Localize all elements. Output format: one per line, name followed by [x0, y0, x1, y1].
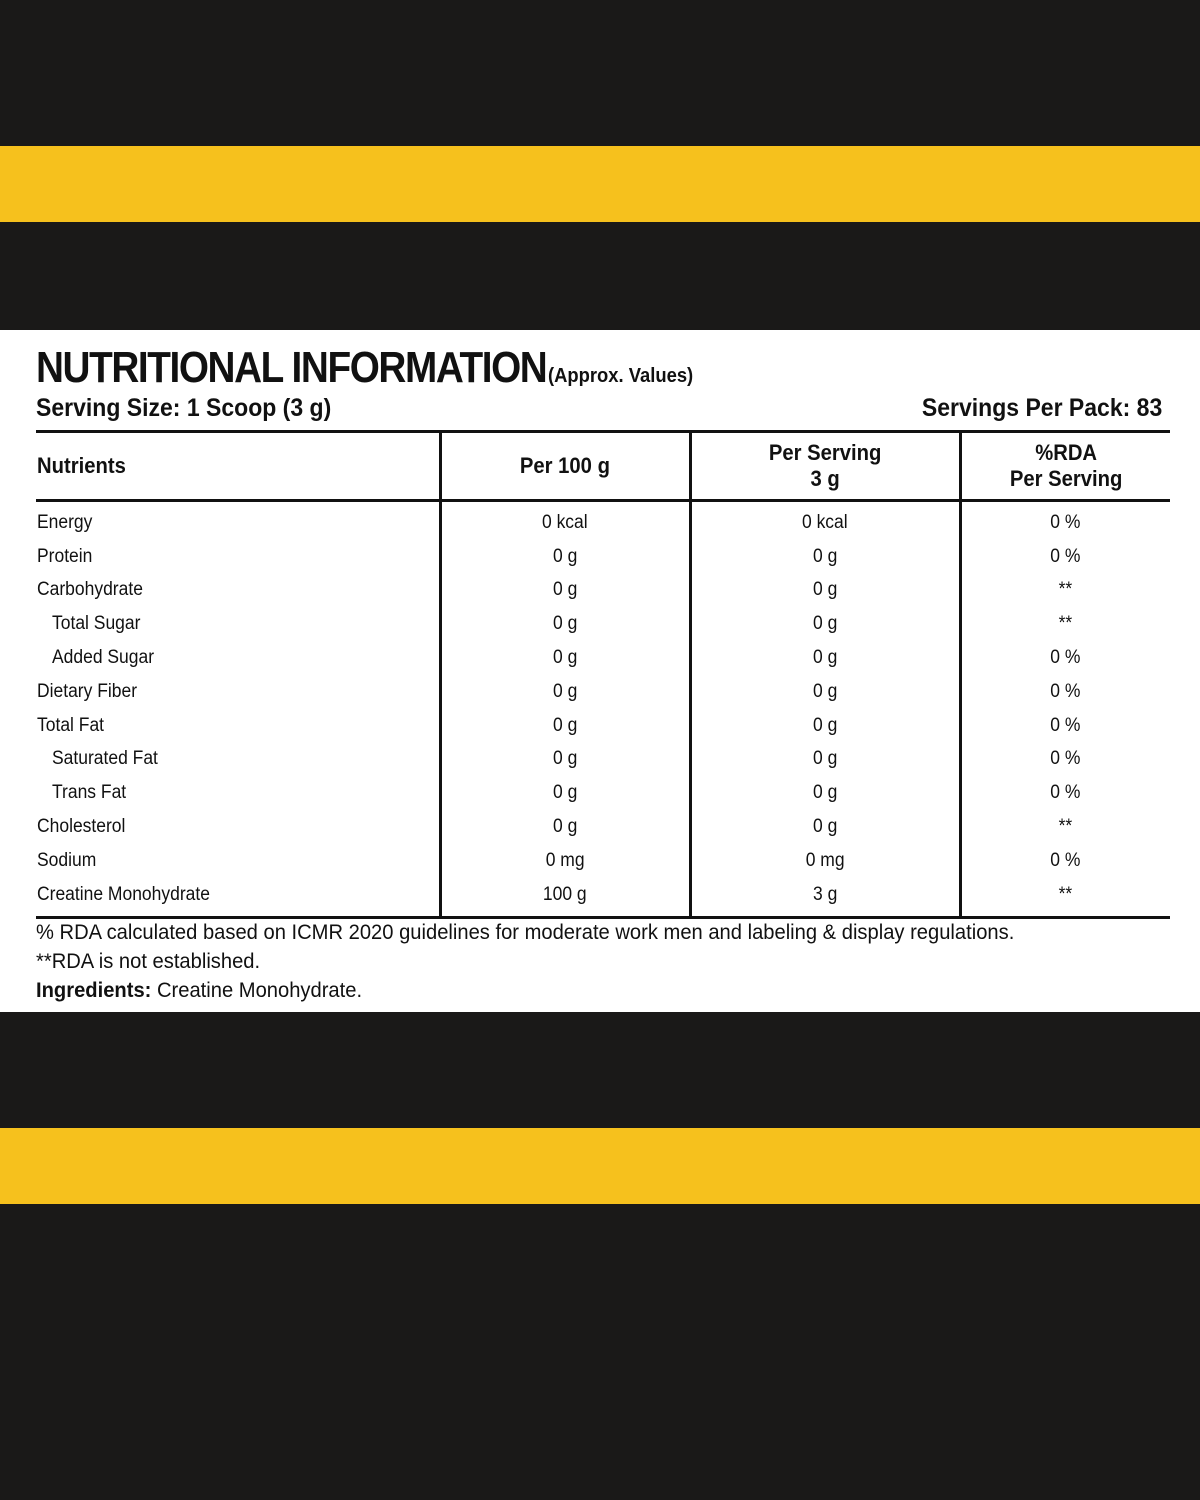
table-row — [36, 743, 1170, 777]
rda-value: 0 % — [960, 540, 1170, 574]
table-row — [36, 501, 1170, 540]
table-row — [36, 709, 1170, 743]
per-100g-value: 100 g — [440, 878, 690, 917]
nutrient-name: Sodium — [37, 849, 97, 871]
rda-value: 0 % — [960, 776, 1170, 810]
page-title: NUTRITIONAL INFORMATION — [36, 343, 547, 392]
per-100g-value: 0 g — [440, 675, 690, 709]
rda-value: 0 % — [960, 844, 1170, 878]
header-nutrients: Nutrients — [36, 432, 440, 501]
per-serving-value: 0 g — [690, 810, 960, 844]
per-100g-value: 0 g — [440, 776, 690, 810]
nutrient-name: Total Sugar — [52, 613, 141, 635]
per-serving-value: 0 kcal — [690, 501, 960, 540]
rda-basis-note: % RDA calculated based on ICMR 2020 guidelines for moderate work men and labeling & display regulations. — [36, 921, 1015, 944]
nutrient-name: Trans Fat — [52, 782, 127, 804]
rda-value: ** — [960, 607, 1170, 641]
per-serving-value: 0 mg — [690, 844, 960, 878]
rda-value: 0 % — [960, 709, 1170, 743]
page-subtitle: (Approx. Values) — [547, 365, 694, 387]
per-serving-value: 0 g — [690, 776, 960, 810]
per-serving-value: 0 g — [690, 641, 960, 675]
rda-value: ** — [960, 574, 1170, 608]
bottom-dark-band — [0, 1204, 1200, 1500]
rda-value: ** — [960, 878, 1170, 917]
top-dark-band — [0, 0, 1200, 146]
lower-dark-band — [0, 1012, 1200, 1128]
rda-not-established-note: **RDA is not established. — [36, 950, 261, 973]
per-100g-value: 0 g — [440, 540, 690, 574]
per-100g-value: 0 mg — [440, 844, 690, 878]
top-yellow-stripe — [0, 146, 1200, 222]
per-serving-value: 3 g — [690, 878, 960, 917]
rda-value: 0 % — [960, 641, 1170, 675]
table-row — [36, 675, 1170, 709]
per-serving-value: 0 g — [690, 743, 960, 777]
nutrient-name: Dietary Fiber — [37, 680, 138, 702]
table-row — [36, 607, 1170, 641]
rda-value: ** — [960, 810, 1170, 844]
nutrition-table — [36, 430, 1170, 919]
nutrient-name: Creatine Monohydrate — [36, 878, 440, 917]
ingredients-line — [36, 976, 1014, 1005]
nutrient-name: Carbohydrate — [37, 579, 143, 601]
nutrient-name: Total Fat — [37, 714, 105, 736]
header-per-100g: Per 100 g — [440, 432, 690, 501]
per-100g-value: 0 g — [440, 743, 690, 777]
per-100g-value: 0 kcal — [440, 501, 690, 540]
per-serving-value: 0 g — [690, 675, 960, 709]
per-100g-value: 0 g — [440, 607, 690, 641]
table-row — [36, 574, 1170, 608]
bottom-yellow-stripe — [0, 1128, 1200, 1204]
nutrient-name: Added Sugar — [52, 647, 155, 669]
per-serving-value: 0 g — [690, 574, 960, 608]
ingredients-label: Ingredients: — [36, 979, 152, 1002]
rda-value: 0 % — [960, 743, 1170, 777]
table-row — [36, 810, 1170, 844]
per-serving-value: 0 g — [690, 540, 960, 574]
per-100g-value: 0 g — [440, 574, 690, 608]
footnotes — [36, 918, 1055, 1005]
nutrient-name: Saturated Fat — [52, 748, 158, 770]
nutrient-name: Protein — [37, 545, 93, 567]
title-row — [36, 334, 706, 390]
per-100g-value: 0 g — [440, 810, 690, 844]
nutrient-name: Energy — [37, 511, 93, 533]
per-100g-value: 0 g — [440, 709, 690, 743]
rda-value: 0 % — [960, 675, 1170, 709]
nutrition-label — [36, 330, 1170, 1012]
header-per-serving: Per Serving 3 g — [690, 432, 960, 501]
upper-dark-band — [0, 222, 1200, 330]
table-header-row — [36, 432, 1170, 501]
table-row — [36, 878, 1170, 917]
serving-size: Serving Size: 1 Scoop (3 g) — [36, 393, 332, 422]
rda-value: 0 % — [960, 501, 1170, 540]
per-serving-value: 0 g — [690, 709, 960, 743]
nutrient-name: Cholesterol — [37, 816, 126, 838]
header-rda: %RDA Per Serving — [960, 432, 1170, 501]
table-row — [36, 844, 1170, 878]
table-row — [36, 641, 1170, 675]
table-row — [36, 776, 1170, 810]
ingredients-value: Creatine Monohydrate. — [151, 979, 363, 1002]
servings-per-pack: Servings Per Pack: 83 — [921, 393, 1162, 422]
per-serving-value: 0 g — [690, 607, 960, 641]
table-row — [36, 540, 1170, 574]
serving-info-row — [36, 392, 1162, 424]
per-100g-value: 0 g — [440, 641, 690, 675]
